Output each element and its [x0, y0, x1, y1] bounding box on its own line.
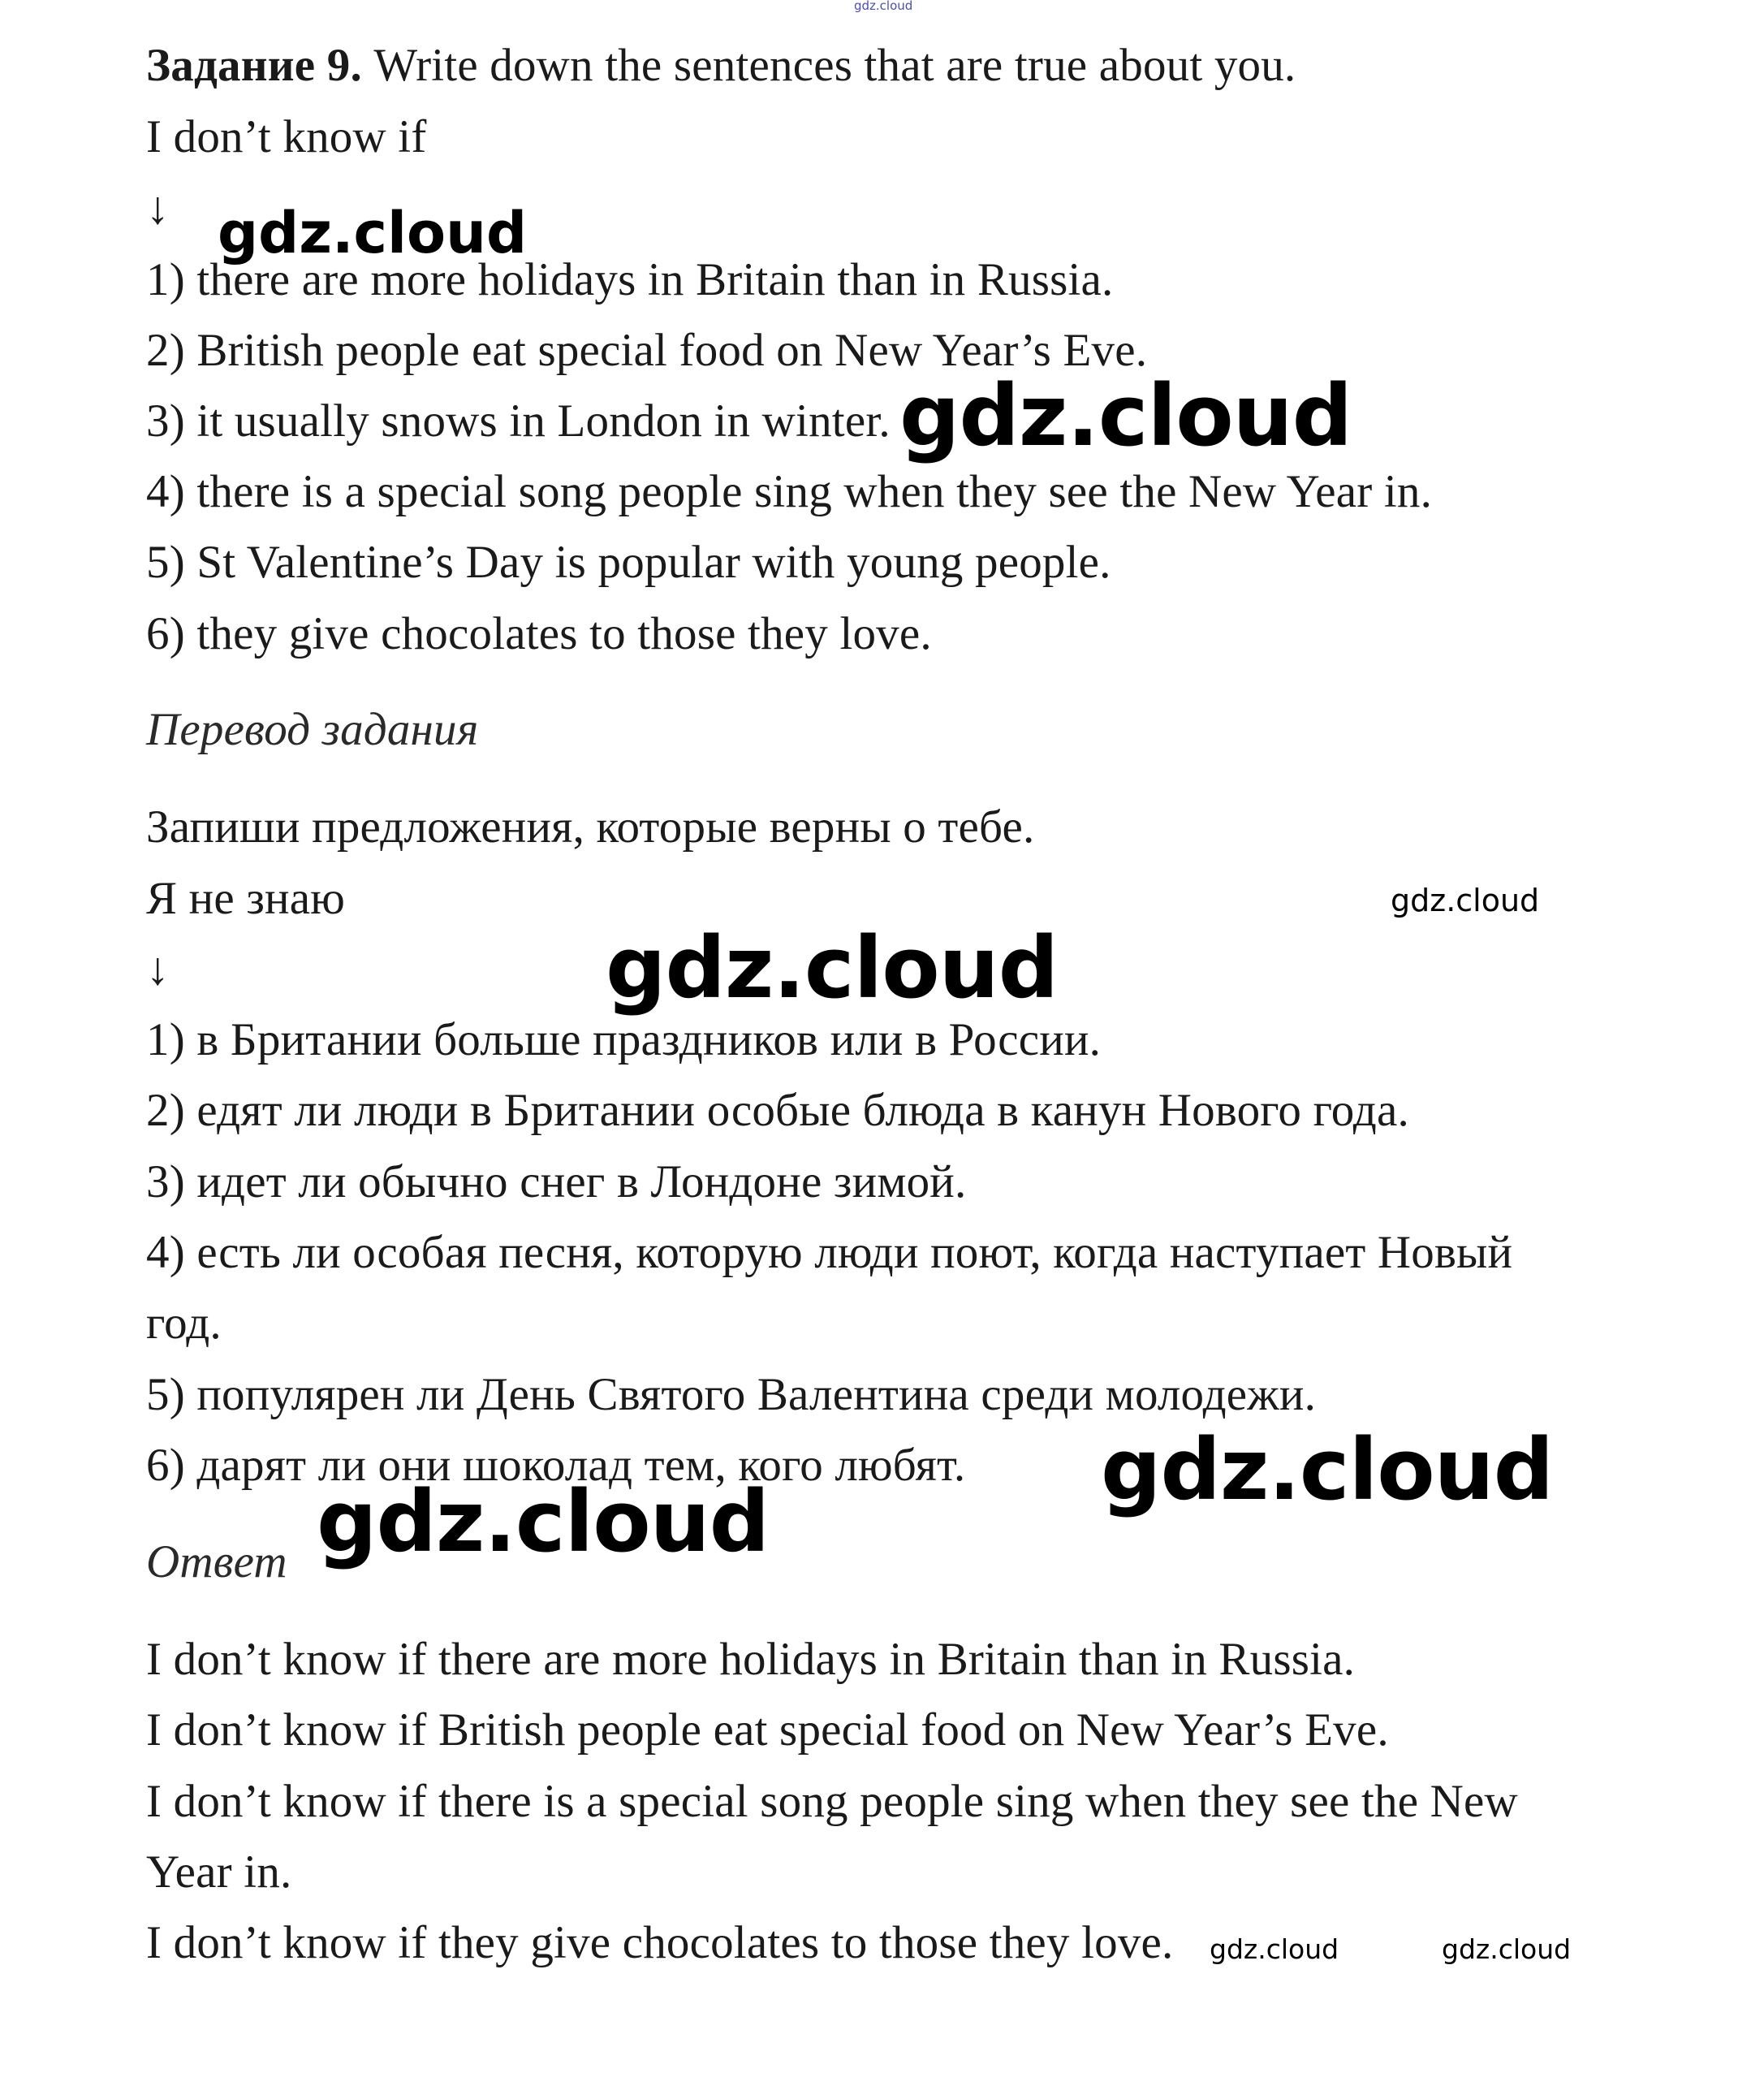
answer-line: Year in.	[146, 1846, 292, 1898]
task-item: 6) they give chocolates to those they love.	[146, 608, 932, 659]
task-item: 5) St Valentine’s Day is popular with young people.	[146, 537, 1111, 588]
translation-item: год.	[146, 1298, 222, 1349]
task-instruction: Write down the sentences that are true about you.	[361, 40, 1296, 91]
answer-line: I don’t know if British people eat special food on New Year’s Eve.	[146, 1704, 1389, 1756]
translation-heading: Перевод задания	[146, 704, 479, 755]
watermark: gdz.cloud	[1210, 1933, 1339, 1965]
watermark: gdz.cloud	[317, 1472, 770, 1571]
translation-item: 4) есть ли особая песня, которую люди поют, когда наступает Новый	[146, 1227, 1513, 1278]
translation-stem: Я не знаю	[146, 873, 346, 924]
answer-line: I don’t know if they give chocolates to those they love.	[146, 1917, 1174, 1968]
watermark: gdz.cloud	[1442, 1933, 1572, 1965]
translation-item: 1) в Британии больше праздников или в России.	[146, 1014, 1102, 1065]
task-item: 4) there is a special song people sing when they see the New Year in.	[146, 466, 1433, 517]
task-stem: I don’t know if	[146, 111, 427, 162]
watermark: gdz.cloud	[218, 200, 528, 266]
down-arrow-icon: ↓	[146, 944, 170, 995]
answer-line: I don’t know if there are more holidays in Britain than in Russia.	[146, 1634, 1356, 1685]
task-heading	[146, 42, 1296, 89]
task-item: 3) it usually snows in London in winter.	[146, 395, 891, 447]
watermark: gdz.cloud	[1391, 883, 1540, 918]
translation-item: 6) дарят ли они шоколад тем, кого любят.	[146, 1440, 966, 1491]
answer-heading: Ответ	[146, 1536, 287, 1587]
watermark-top: gdz.cloud	[854, 0, 913, 13]
watermark: gdz.cloud	[606, 918, 1059, 1017]
down-arrow-icon: ↓	[146, 183, 170, 234]
answer-line: I don’t know if there is a special song people sing when they see the New	[146, 1776, 1518, 1827]
task-item: 2) British people eat special food on New Year’s Eve.	[146, 325, 1148, 376]
translation-instruction: Запиши предложения, которые верны о тебе.	[146, 801, 1035, 853]
task-item: 1) there are more holidays in Britain than in Russia.	[146, 254, 1114, 305]
translation-item: 3) идет ли обычно снег в Лондоне зимой.	[146, 1156, 967, 1207]
watermark: gdz.cloud	[899, 366, 1352, 465]
watermark: gdz.cloud	[1101, 1420, 1554, 1519]
translation-item: 5) популярен ли День Святого Валентина среди молодежи.	[146, 1369, 1317, 1420]
task-label: Задание 9.	[146, 40, 362, 91]
translation-item: 2) едят ли люди в Британии особые блюда в канун Нового года.	[146, 1085, 1409, 1136]
